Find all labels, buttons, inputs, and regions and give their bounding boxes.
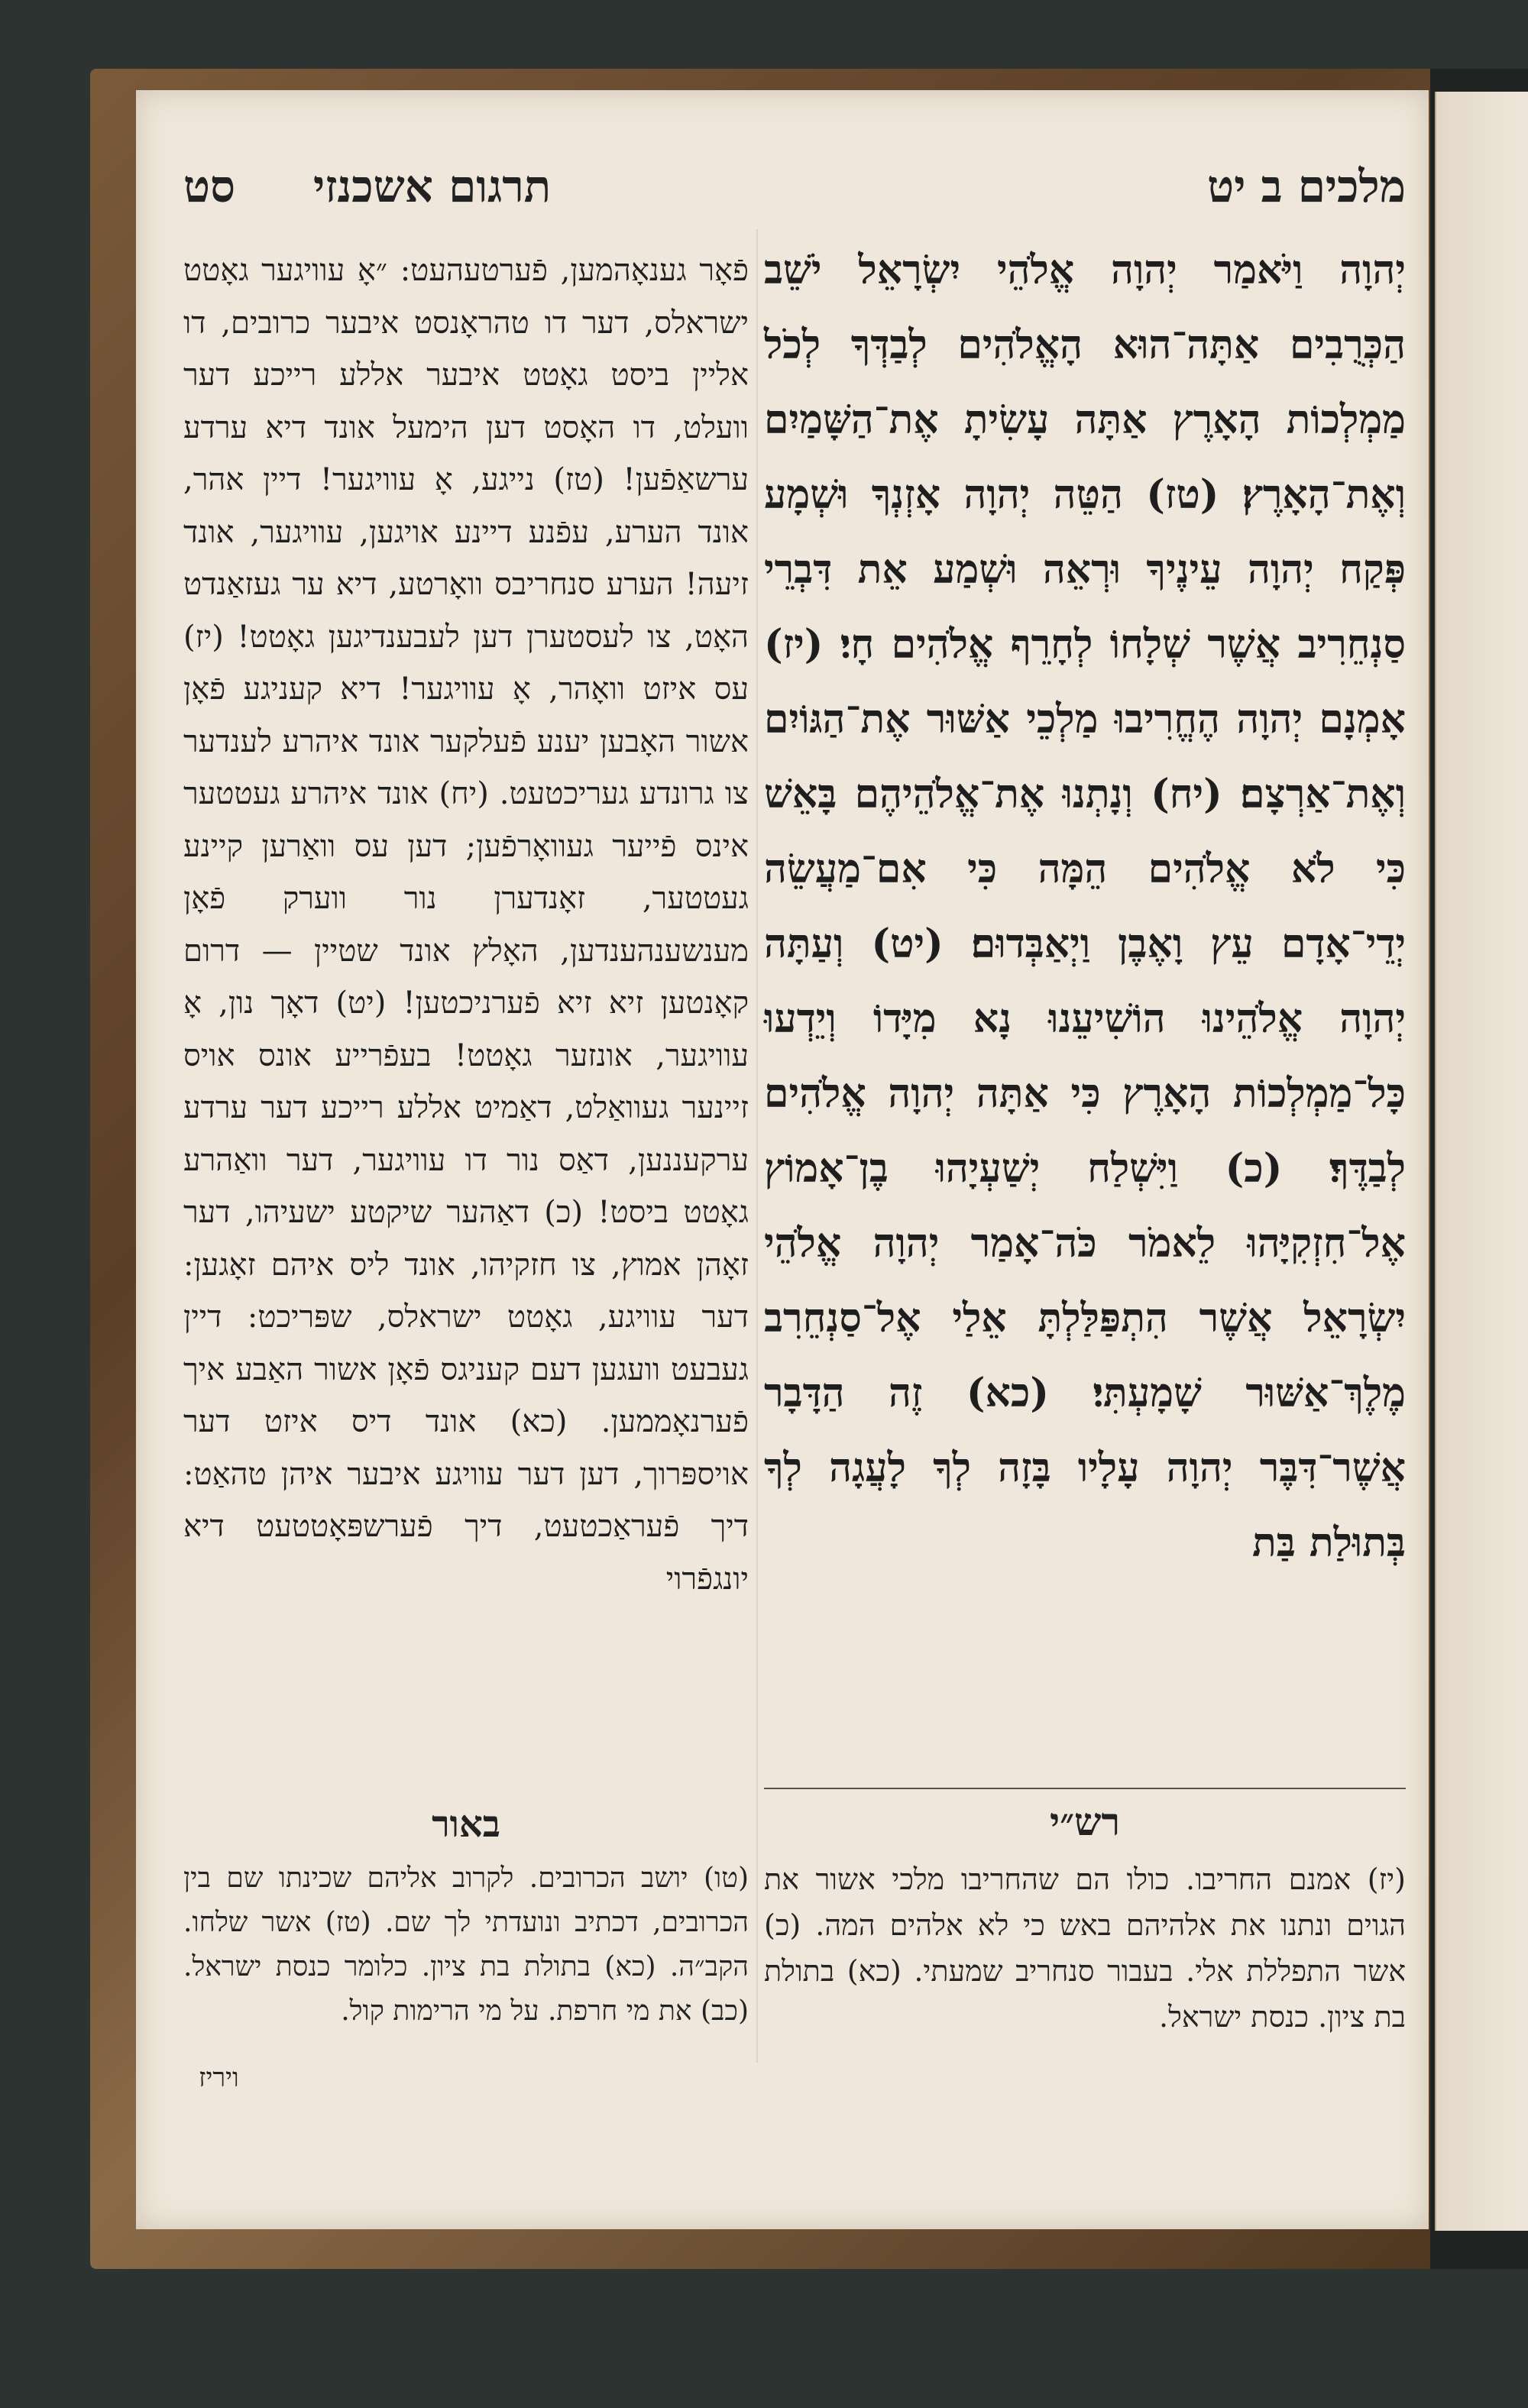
biur-commentary: (טו) יושב הכרובים. לקרוב אליהם שכינתו שם בין הכרובים, דכתיב ונועדתי לך שם. (טז) אשר שלחו. הקב״ה. (כא) בתולת בת ציון. כלומר כנסת ישראל. (כב) את מי חרפת. על מי הרימות קול.: [183, 1863, 749, 2027]
rashi-heading: רש״י: [1049, 1799, 1121, 1844]
hebrew-text: יְהוָה וַיֹּאמַר יְהוָה אֱלֹהֵי יִשְׂרָאֵל יֹשֵׁב הַכְּרֻבִים אַתָּה־הוּא הָאֱלֹהִים לְבַדְּךָ לְכֹל מַמְלְכוֹת הָאָרֶץ אַתָּה עָשִׂיתָ אֶת־הַשָּׁמַיִם וְאֶת־הָאָרֶץ׃ (טז) הַטֵּה יְהוָה אָזְנְךָ וּשְׁמָע פְּקַח יְהוָה עֵינֶיךָ וּרְאֵה וּשְׁמַע אֵת דִּבְרֵי סַנְחֵרִיב אֲשֶׁר שְׁלָחוֹ לְחָרֵף אֱלֹהִים חָי׃ (יז) אָמְנָם יְהוָה הֶחֱרִיבוּ מַלְכֵי אַשּׁוּר אֶת־הַגּוֹיִם וְאֶת־אַרְצָם׃ (יח) וְנָתְנוּ אֶת־אֱלֹהֵיהֶם בָּאֵשׁ כִּי לֹא אֱלֹהִים הֵמָּה כִּי אִם־מַעֲשֵׂה יְדֵי־אָדָם עֵץ וָאֶבֶן וַיְאַבְּדוּם׃ (יט) וְעַתָּה יְהוָה אֱלֹהֵינוּ הוֹשִׁיעֵנוּ נָא מִיָּדוֹ וְיֵדְעוּ כָּל־מַמְלְכוֹת הָאָרֶץ כִּי אַתָּה יְהוָה אֱלֹהִים לְבַדֶּךָ׃ (כ) וַיִּשְׁלַח יְשַׁעְיָהוּ בֶן־אָמוֹץ אֶל־חִזְקִיָּהוּ לֵאמֹר כֹּה־אָמַר יְהוָה אֱלֹהֵי יִשְׂרָאֵל אֲשֶׁר הִתְפַּלַּלְתָּ אֵלַי אֶל־סַנְחֵרִב מֶלֶךְ־אַשּׁוּר שָׁמָעְתִּי׃ (כא) זֶה הַדָּבָר אֲשֶׁר־דִּבֶּר יְהוָה עָלָיו בָּזָה לְךָ לָעֲגָה לְךָ בְּתוּלַת בַּת: [764, 247, 1406, 1566]
running-header: [183, 160, 1406, 229]
translation-text: פֿאָר גענאָהמען, פֿערטעהעט: ״אָ עוויגער גאָטט ישראלס, דער דו טהראָנסט איבער כרובים, דו אליין ביסט גאָטט איבער אללע רייכע דער וועלט, דו האָסט דען הימעל אונד דיא ערדע ערשאַפֿען! (טז) נייגע, אָ עוויגער! דיין אהר, אונד הערע, עפֿנע דיינע אויגען, עוויגער, אונד זיעה! הערע סנחריבס וואָרטע, דיא ער געזאַנדט האָט, צו לעסטערן דען לעבענדיגען גאָטט! (יז) עס איזט וואָהר, אָ עוויגער! דיא קעניגע פֿאָן אשור האָבען יענע פֿעלקער אונד איהרע לענדער צו גרונדע געריכטעט. (יח) אונד איהרע געטטער אינס פֿייער געוואָרפֿען; דען עס וואַרען קיינע געטטער, זאָנדערן נור ווערק פֿאָן מענשענהענדען, האָלץ אונד שטיין — דרום קאָנטען זיא זיא פֿערניכטען! (יט) דאָך נון, אָ עוויגער, אונזער גאָטט! בעפֿרייע אונס אויס זיינער געוואַלט, דאַמיט אללע רייכע דער ערדע ערקעננען, דאַס נור דו עוויגער, דער וואַהרע גאָטט ביסט! (כ) דאַהער שיקטע ישעיהו, דער זאָהן אמוץ, צו חזקיהו, אונד ליס איהם זאָגען: דער עוויגע, גאָטט ישראלס, שפּריכט: דיין געבעט וועגען דעם קעניגס פֿאָן אשור האַבע איך פֿערנאָממען. (כא) אונד דיס איזט דער אויספּרוך, דען דער עוויגע איבער איהן טהאַט: דיך פֿעראַכטעט, דיך פֿערשפּאָטטעט דיא יונגפֿרוי: [183, 253, 749, 1597]
book-chapter-title: מלכים ב יט: [1207, 160, 1406, 212]
commentary-rule: [764, 1788, 1406, 1789]
facing-page-edge: [1435, 92, 1528, 2231]
translation-column: [183, 244, 749, 1605]
biur-heading: באור: [432, 1803, 500, 1846]
translation-title: תרגום אשכנזי: [313, 160, 552, 212]
page-number: סט: [183, 160, 236, 212]
catchword: ויריז: [199, 2063, 239, 2093]
rashi-commentary: (יז) אמנם החריבו. כולו הם שהחריבו מלכי אשור את הגוים ונתנו את אלהיהם באש כי לא אלהים המה. (כ) אשר התפללת אלי. בעבור סנחריב שמעתי. (כא) בתולת בת ציון. כנסת ישראל.: [764, 1863, 1406, 2034]
hebrew-text-column: [764, 233, 1406, 1581]
column-divider: [756, 229, 758, 2063]
